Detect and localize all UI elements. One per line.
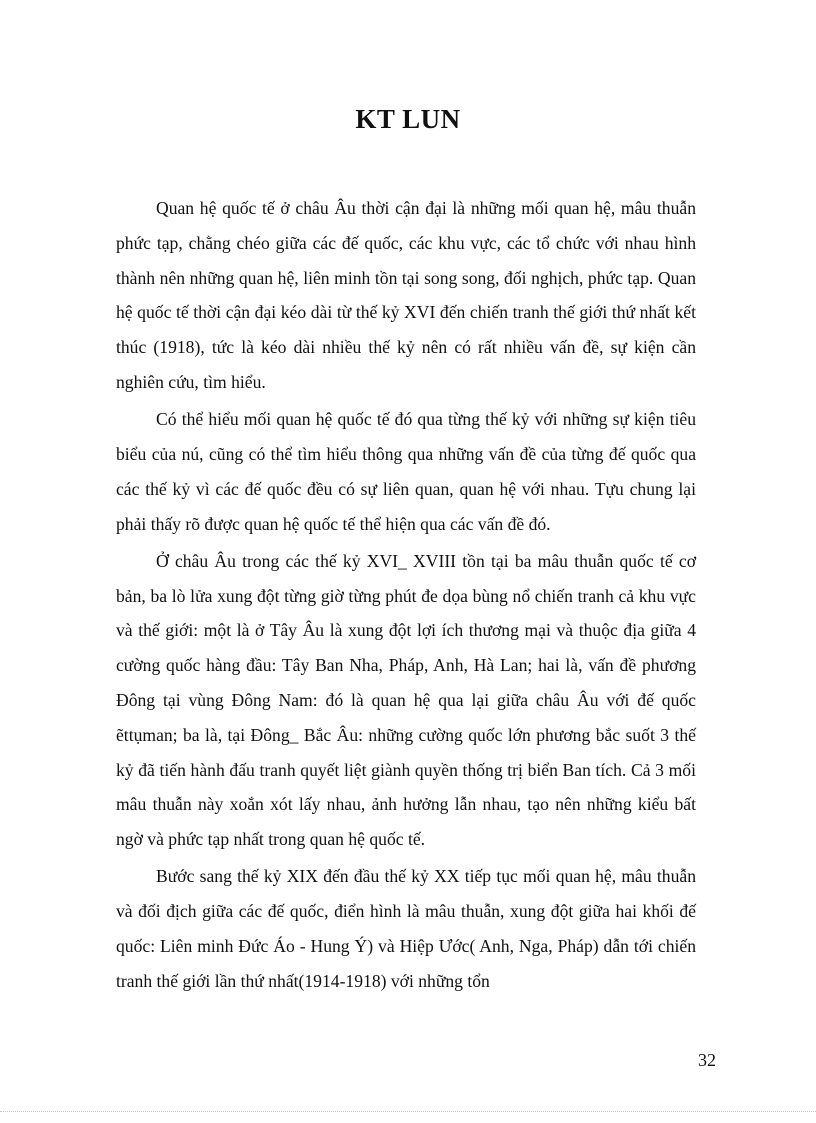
paragraph-2: Có thể hiểu mối quan hệ quốc tế đó qua từng thế kỷ với những sự kiện tiêu biểu của nú, cũng có thể tìm hiểu thông qua những vấn đề của từng đế quốc qua các thế kỷ vì các đế quốc đều có sự liên quan, quan hệ với nhau. Tựu chung lại phải thấy rõ được quan hệ quốc tế thể hiện qua các vấn đề đó. xyxy=(116,409,696,534)
paragraph-1: Quan hệ quốc tế ở châu Âu thời cận đại là những mối quan hệ, mâu thuẫn phức tạp, chằng chéo giữa các đế quốc, các khu vực, các tổ chức với nhau hình thành nên những quan hệ, liên minh tồn tại song song, đối nghịch, phức tạp. Quan hệ quốc tế thời cận đại kéo dài từ thế kỷ XVI đến chiến tranh thế giới thứ nhất kết thúc (1918), tức là kéo dài nhiều thế kỷ nên có rất nhiều vấn đề, sự kiện cần nghiên cứu, tìm hiểu. xyxy=(116,198,696,392)
page-number: 32 xyxy=(698,1050,716,1070)
bottom-divider xyxy=(0,1111,816,1112)
paragraph-3: Ở châu Âu trong các thế kỷ XVI_ XVIII tồn tại ba mâu thuẫn quốc tế cơ bản, ba lò lửa xung đột từng giờ từng phút đe dọa bùng nổ chiến tranh cả khu vực và thế giới: một là ở Tây Âu là xung đột lợi ích thương mại và thuộc địa giữa 4 cường quốc hàng đầu: Tây Ban Nha, Pháp, Anh, Hà Lan; hai là, vấn đề phương Đông tại vùng Đông Nam: đó là quan hệ qua lại giữa châu Âu với đế quốc ẽttụman; ba là, tại Đông_ Bắc Âu: những cường quốc lớn phương bắc suốt 3 thế kỷ đã tiến hành đấu tranh quyết liệt giành quyền thống trị biển Ban tích. Cả 3 mối mâu thuẫn này xoắn xót lấy nhau, ảnh hưởng lẫn nhau, tạo nên những kiểu bất ngờ và phức tạp nhất trong quan hệ quốc tế. xyxy=(116,550,696,850)
paragraph-4: Bước sang thế kỷ XIX đến đầu thế kỷ XX tiếp tục mối quan hệ, mâu thuẫn và đối địch giữa các đế quốc, điển hình là mâu thuẫn, xung đột giữa hai khối đế quốc: Liên minh Đức Áo - Hung Ý) và Hiệp Ước( Anh, Nga, Pháp) dẫn tới chiến tranh thế giới lần thứ nhất(1914-1918) với những tổn xyxy=(116,866,696,991)
page-title: KT LUN xyxy=(355,104,461,134)
body-text xyxy=(116,191,696,1001)
